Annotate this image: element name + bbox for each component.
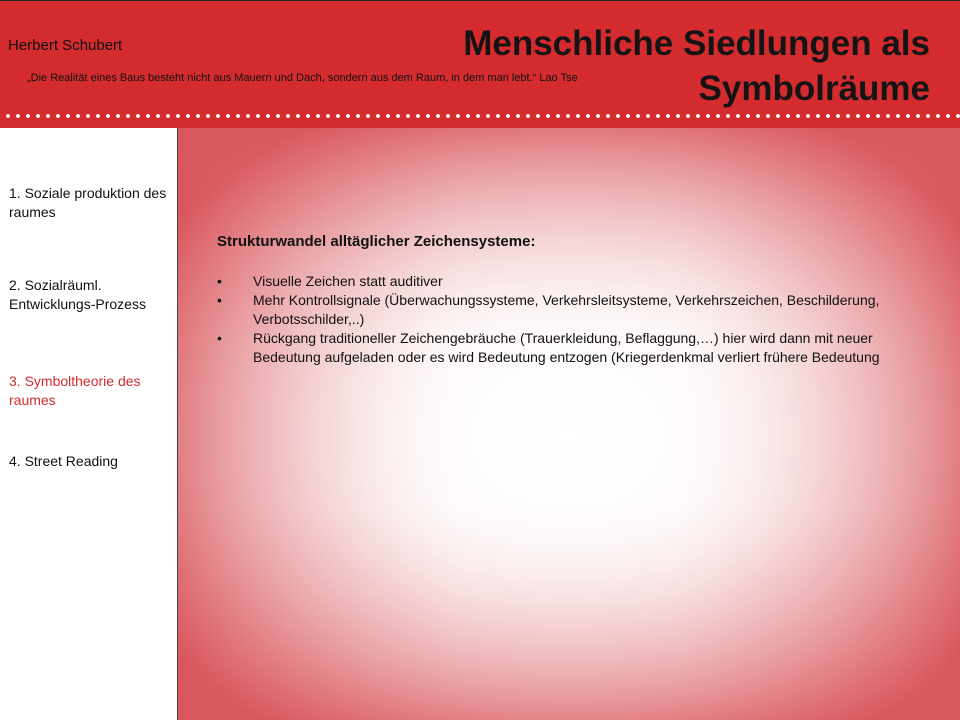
list-item: • Visuelle Zeichen statt auditiver bbox=[217, 272, 917, 291]
list-item: • Rückgang traditioneller Zeichengebräuche (Trauerkleidung, Beflaggung,…) hier wird dann mit neuer Bedeutung aufgeladen oder es wird Bedeutung entzogen (Kriegerdenkmal verliert frühere Bedeutung bbox=[217, 329, 917, 367]
main-content-area bbox=[178, 128, 960, 720]
author-name: Herbert Schubert bbox=[8, 37, 123, 54]
sidebar-item-entwicklungs-prozess[interactable]: 2. Sozialräuml. Entwicklungs-Prozess bbox=[9, 277, 146, 312]
content-block bbox=[217, 232, 917, 367]
page-title: Menschliche Siedlungen als Symbolräume bbox=[463, 24, 930, 108]
header-banner bbox=[0, 0, 960, 128]
dotted-divider bbox=[0, 111, 960, 123]
sidebar-item-street-reading[interactable]: 4. Street Reading bbox=[9, 453, 118, 469]
section-heading: Strukturwandel alltäglicher Zeichensysteme: bbox=[217, 233, 536, 250]
header-quote: „Die Realität eines Baus besteht nicht aus Mauern und Dach, sondern aus dem Raum, in dem man lebt.“ Lao Tse bbox=[27, 72, 578, 84]
sidebar-nav bbox=[0, 128, 178, 720]
list-item: • Mehr Kontrollsignale (Überwachungssysteme, Verkehrsleitsysteme, Verkehrszeichen, Beschilderung, Verbotsschilder,..) bbox=[217, 291, 917, 329]
bullet-list bbox=[217, 272, 917, 367]
sidebar-item-symboltheorie[interactable]: 3. Symboltheorie des raumes bbox=[9, 373, 141, 408]
sidebar-item-soziale-produktion[interactable]: 1. Soziale produktion des raumes bbox=[9, 185, 167, 220]
